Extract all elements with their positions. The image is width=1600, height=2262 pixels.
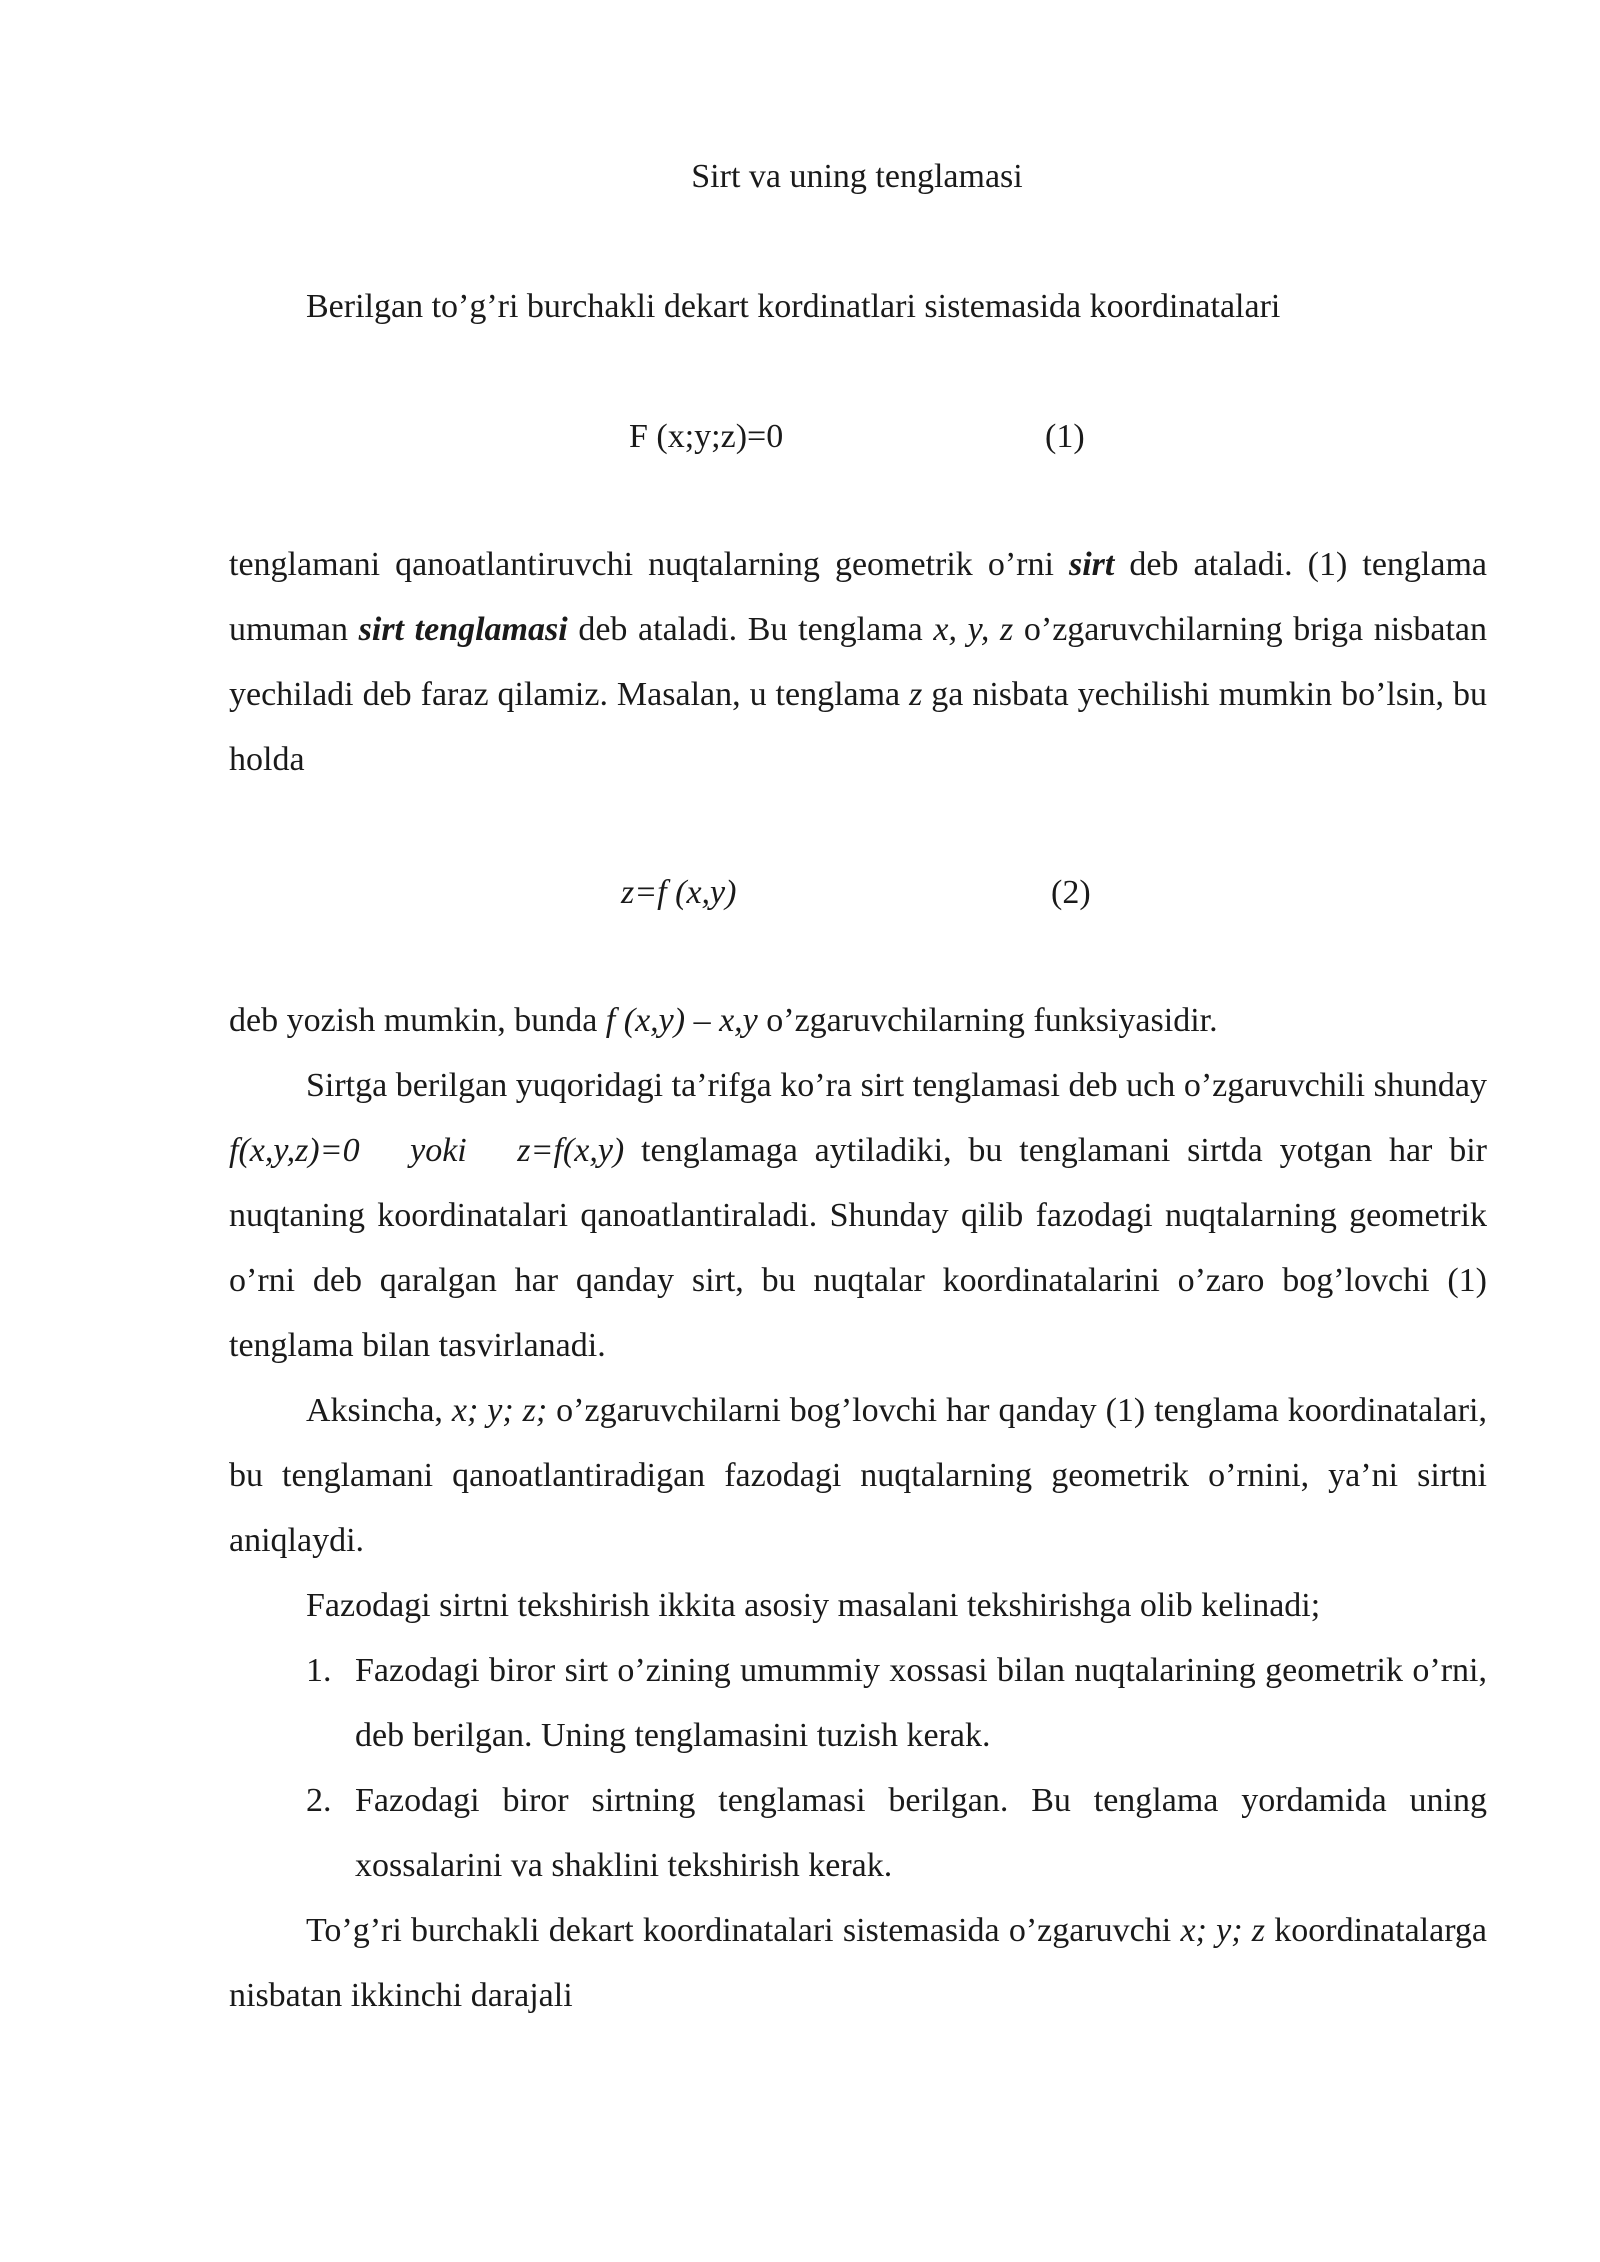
body-text (229, 988, 1487, 2028)
equation-2-number: (2) (1051, 874, 1091, 911)
list-text: Fazodagi biror sirtning tenglamasi berilgan. Bu tenglama yordamida uning xossalarini va shaklini tekshirish kerak. (355, 1782, 1487, 1884)
paragraph-definition: tenglamani qanoatlantiruvchi nuqtalarning geometrik o’rni sirt deb ataladi. (1) tenglama umuman sirt tenglamasi deb ataladi. Bu tenglama x, y, z o’zgaruvchilarning briga nisbatan yechiladi deb faraz qilamiz. Masalan, u tenglama z ga nisbata yechilishi mumkin bo’lsin, bu holda (229, 546, 1488, 778)
term-sirt: sirt (1068, 546, 1115, 583)
paragraph-converse: Aksincha, x; y; z; o’zgaruvchilarni bog’lovchi har qanday (1) tenglama koordinatalari, bu tenglamani qanoatlantiradigan fazodagi nuqtalarning geometrik o’rnini, ya’ni sirtni aniqlaydi. (229, 1392, 1487, 1559)
paragraph-surface-equation: Sirtga berilgan yuqoridagi ta’rifga ko’ra sirt tenglamasi deb uch o’zgaruvchili shunday f(x,y,z)=0 yoki z=f(x,y) tenglamaga aytiladiki, bu tenglamani sirtda yotgan har bir nuqtaning koordinatalari qanoatlantiraladi. Shunday qilib fazodagi nuqtalarning geometrik o’rni deb qaralgan har qanday sirt, bu nuqtalar koordinatalarini o’zaro bog’lovchi (1) tenglama bilan tasvirlanadi. (229, 1067, 1487, 1364)
equation-1-number: (1) (1045, 418, 1085, 455)
term-sirt-tenglamasi: sirt tenglamasi (358, 611, 568, 648)
intro-line: Berilgan to’g’ri burchakli dekart kordinatlari sistemasida koordinatalari (306, 288, 1281, 325)
equation-1: F (x;y;z)=0 (629, 418, 784, 455)
page-title: Sirt va uning tenglamasi (691, 158, 1023, 195)
list-item (229, 1638, 1487, 1768)
equation-2: z=f (x,y) (621, 874, 737, 911)
list-number: 2. (306, 1782, 332, 1819)
list-text: Fazodagi biror sirt o’zining umummiy xossasi bilan nuqtalarining geometrik o’rni, deb berilgan. Uning tenglamasini tuzish kerak. (355, 1652, 1487, 1754)
paragraph-second-degree: To’g’ri burchakli dekart koordinatalari sistemasida o’zgaruvchi x; y; z koordinatalarga nisbatan ikkinchi darajali (229, 1912, 1487, 2014)
list-number: 1. (306, 1652, 332, 1689)
paragraph-function: deb yozish mumkin, bunda f (x,y) – x,y o’zgaruvchilarning funksiyasidir. (229, 1002, 1218, 1039)
list-item (229, 1768, 1487, 1898)
paragraph-tasks-intro: Fazodagi sirtni tekshirish ikkita asosiy masalani tekshirishga olib kelinadi; (306, 1587, 1321, 1624)
